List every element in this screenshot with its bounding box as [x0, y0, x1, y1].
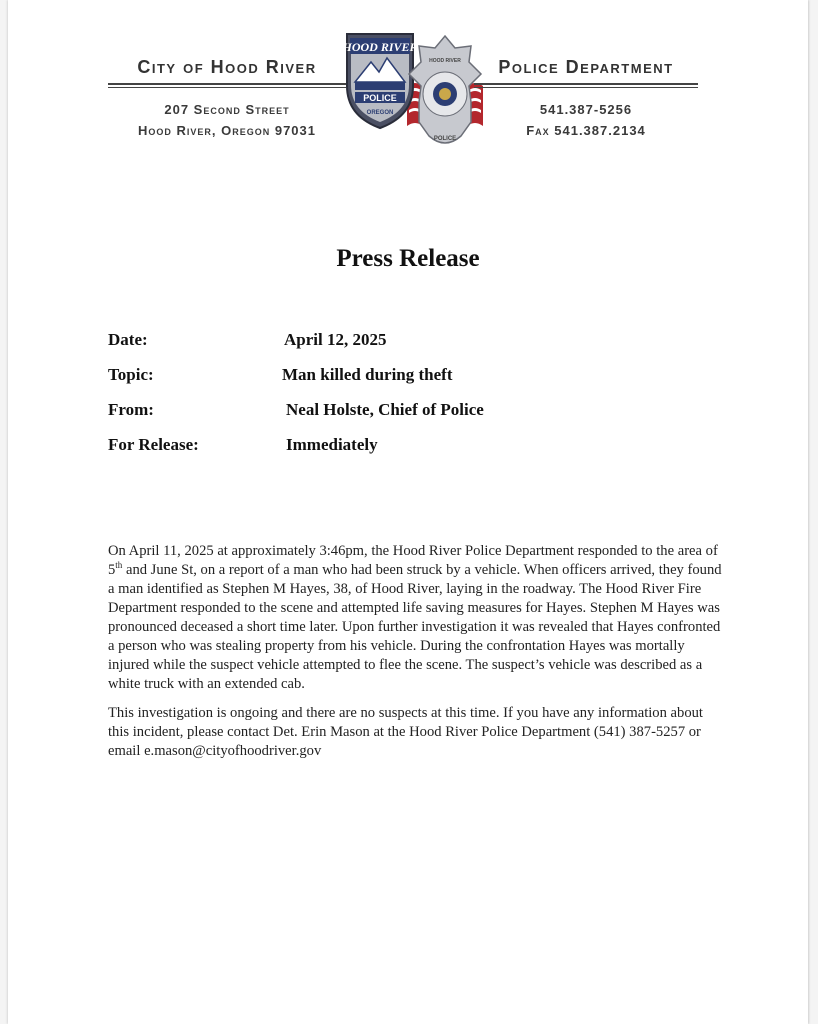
city-state-zip: Hood River, Oregon 97031 [138, 123, 316, 138]
meta-row-for-release [108, 435, 708, 470]
police-badge-logo [341, 28, 491, 154]
meta-row-date [108, 330, 708, 365]
meta-value: Man killed during theft [282, 365, 453, 384]
header-rule-left [108, 83, 346, 88]
body-text-part: On April 11, 2025 at approximately 3:46pm, the Hood River Police Department responded to the area of 5 [108, 543, 718, 578]
press-release-page [8, 0, 808, 1024]
department-header [474, 56, 698, 141]
department-phone: 541.387-5256 [539, 102, 633, 117]
meta-label: Topic: [108, 365, 154, 384]
shield-icon [341, 34, 417, 128]
meta-value: Neal Holste, Chief of Police [286, 400, 484, 419]
street-address: 207 Second Street [164, 102, 290, 117]
release-metadata [108, 330, 708, 470]
document-title: Press Release [336, 245, 480, 272]
svg-text:HOOD RIVER: HOOD RIVER [429, 58, 461, 64]
svg-text:HOOD RIVER: HOOD RIVER [342, 40, 418, 54]
ordinal-suffix: th [115, 560, 123, 571]
body-paragraph: This investigation is ongoing and there are no suspects at this time. If you have any information about this incident, please contact Det. Erin Mason at the Hood River Police Department (541) 387-5257 or email e.mason@cityofhoodriver.gov [108, 705, 703, 759]
meta-label: For Release: [108, 435, 199, 454]
city-name: City of Hood River [137, 57, 317, 77]
body-paragraph [108, 542, 722, 694]
meta-row-topic [108, 365, 708, 400]
press-release-body [108, 542, 722, 771]
meta-value: Immediately [286, 435, 378, 454]
meta-label: Date: [108, 330, 148, 349]
meta-row-from [108, 400, 708, 435]
department-fax: Fax 541.387.2134 [526, 123, 646, 138]
meta-value: April 12, 2025 [284, 330, 387, 349]
svg-text:POLICE: POLICE [363, 93, 397, 103]
svg-text:OREGON: OREGON [366, 110, 394, 116]
svg-text:POLICE: POLICE [433, 136, 457, 142]
header-rule-right [474, 83, 698, 88]
body-text-part: and June St, on a report of a man who had been struck by a vehicle. When officers arrived, they found a man identified as Stephen M Hayes, 38, of Hood River, laying in the roadway. The Hood River Fire Department responded to the scene and attempted life saving measures for Hayes. Stephen M Hayes was pronounced deceased a short time later. Upon further investigation it was revealed that Hayes confronted a person who was stealing property from his vehicle. During the confrontation Hayes was mortally injured while the suspect vehicle attempted to flee the scene. The suspect’s vehicle was described as a white truck with an extended cab. [108, 562, 722, 692]
meta-label: From: [108, 400, 154, 419]
department-name: Police Department [498, 57, 674, 77]
city-header [108, 56, 346, 141]
